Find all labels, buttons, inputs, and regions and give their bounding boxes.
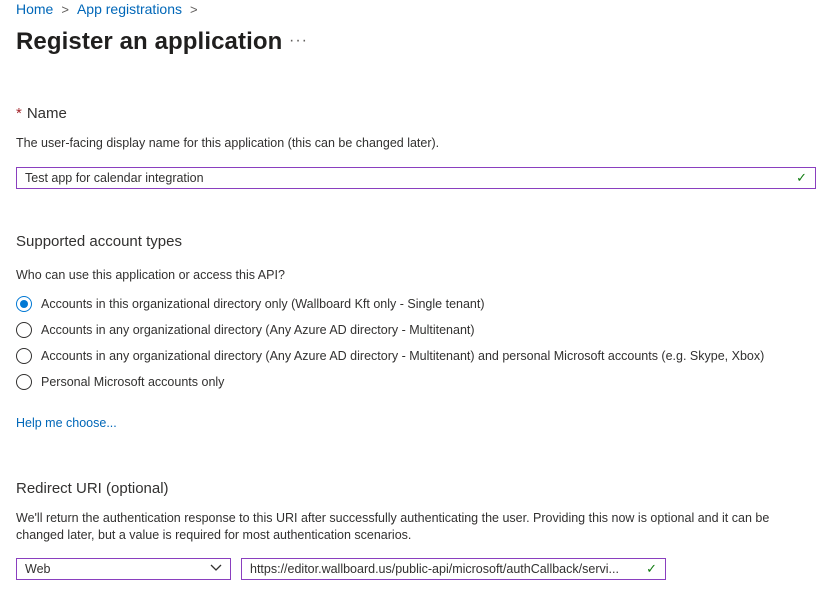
redirect-uri-description-line: We'll return the authentication response to this URI after successfully authenticating the user. Providing this now is optional and it can be [16, 511, 770, 525]
account-type-option-label: Accounts in any organizational directory (Any Azure AD directory - Multitenant) [41, 323, 475, 337]
radio-unselected-icon[interactable] [16, 374, 32, 390]
name-input-value: Test app for calendar integration [25, 171, 204, 185]
radio-unselected-icon[interactable] [16, 348, 32, 364]
redirect-uri-description [16, 510, 816, 544]
chevron-right-icon: > [190, 1, 198, 17]
redirect-uri-heading: Redirect URI (optional) [16, 480, 169, 497]
name-heading-label: Name [26, 105, 67, 122]
help-me-choose-link[interactable]: Help me choose... [16, 416, 117, 430]
account-types-heading: Supported account types [16, 233, 182, 250]
account-type-option-multitenant-personal[interactable] [16, 346, 764, 366]
breadcrumb [16, 1, 206, 17]
checkmark-icon: ✓ [796, 170, 807, 185]
chevron-down-icon [210, 563, 222, 575]
breadcrumb-home-link[interactable]: Home [16, 1, 54, 17]
radio-selected-icon[interactable] [16, 296, 32, 312]
account-type-option-personal[interactable] [16, 372, 224, 392]
redirect-uri-description-line: changed later, but a value is required for most authentication scenarios. [16, 528, 412, 542]
more-options-icon[interactable]: ··· [289, 32, 308, 49]
redirect-uri-input-value: https://editor.wallboard.us/public-api/microsoft/authCallback/servi... [250, 562, 619, 576]
breadcrumb-app-registrations-link[interactable]: App registrations [76, 1, 183, 17]
account-type-option-label: Accounts in any organizational directory (Any Azure AD directory - Multitenant) and personal Microsoft accounts (e.g. Skype, Xbox) [41, 349, 765, 363]
account-type-option-single-tenant[interactable] [16, 294, 485, 314]
name-heading [16, 105, 67, 122]
account-type-option-multitenant[interactable] [16, 320, 475, 340]
account-type-option-label: Accounts in this organizational directory only (Wallboard Kft only - Single tenant) [41, 297, 485, 311]
account-types-question: Who can use this application or access this API? [16, 268, 285, 282]
radio-unselected-icon[interactable] [16, 322, 32, 338]
name-description: The user-facing display name for this application (this can be changed later). [16, 136, 440, 150]
redirect-uri-input[interactable] [241, 558, 666, 580]
platform-dropdown[interactable] [16, 558, 231, 580]
name-input[interactable] [16, 167, 816, 189]
page-title: Register an application [16, 28, 283, 55]
platform-dropdown-value: Web [25, 562, 51, 576]
account-type-option-label: Personal Microsoft accounts only [41, 375, 225, 389]
chevron-right-icon: > [61, 1, 69, 17]
required-mark: * [16, 105, 22, 122]
checkmark-icon: ✓ [646, 561, 657, 576]
